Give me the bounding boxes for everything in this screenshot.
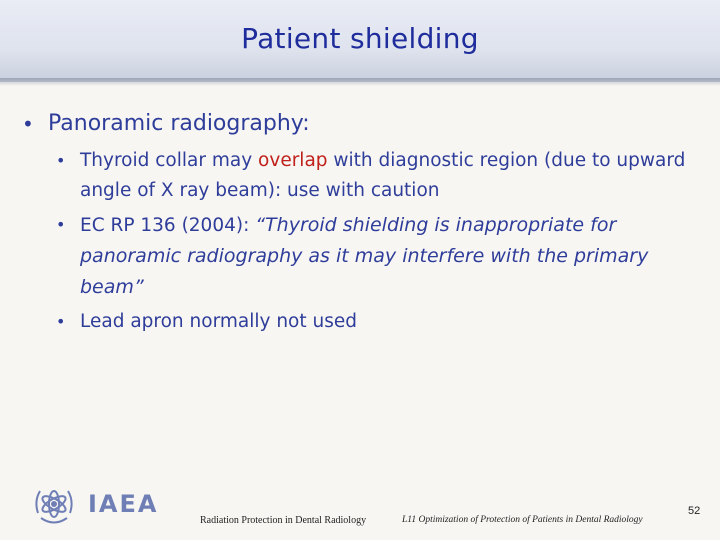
bullet-text: Panoramic radiography:: [48, 111, 310, 136]
title-bar-shadow: [0, 78, 720, 86]
sub-bullet-ec-rp: [22, 210, 702, 303]
slide-body: [22, 110, 702, 341]
sub-bullet-text-before: Thyroid collar may: [80, 150, 259, 171]
sub-bullet-thyroid-collar: [22, 146, 702, 206]
bullet-panoramic: [22, 110, 702, 138]
iaea-atom-globe-icon: [32, 483, 76, 527]
bullet-marker: •: [56, 312, 66, 331]
bullet-marker: •: [22, 112, 34, 136]
sub-bullet-lead-apron: [22, 307, 702, 337]
sub-bullet-text: Lead apron normally not used: [80, 311, 357, 332]
sub-bullet-quote: “Thyroid shielding is inappropriate for panoramic radiography as it may interfere with the primary beam”: [80, 214, 649, 298]
slide-title: Patient shielding: [241, 22, 479, 55]
bullet-marker: •: [56, 215, 66, 234]
sub-bullet-prefix: EC RP 136 (2004):: [80, 215, 256, 236]
sub-bullet-text-after: with diagnostic region (due to upward angle of X ray beam): use with caution: [80, 150, 686, 201]
footer-lecture-title: L11 Optimization of Protection of Patients in Dental Radiology: [402, 515, 643, 525]
bullet-marker: •: [56, 151, 66, 170]
sub-bullet-highlight: overlap: [258, 150, 328, 171]
iaea-logo: [26, 480, 158, 530]
sub-bullet-list: [22, 146, 702, 337]
iaea-logo-text: IAEA: [88, 490, 159, 518]
page-number: 52: [688, 505, 701, 517]
footer-course-title: Radiation Protection in Dental Radiology: [200, 515, 367, 526]
